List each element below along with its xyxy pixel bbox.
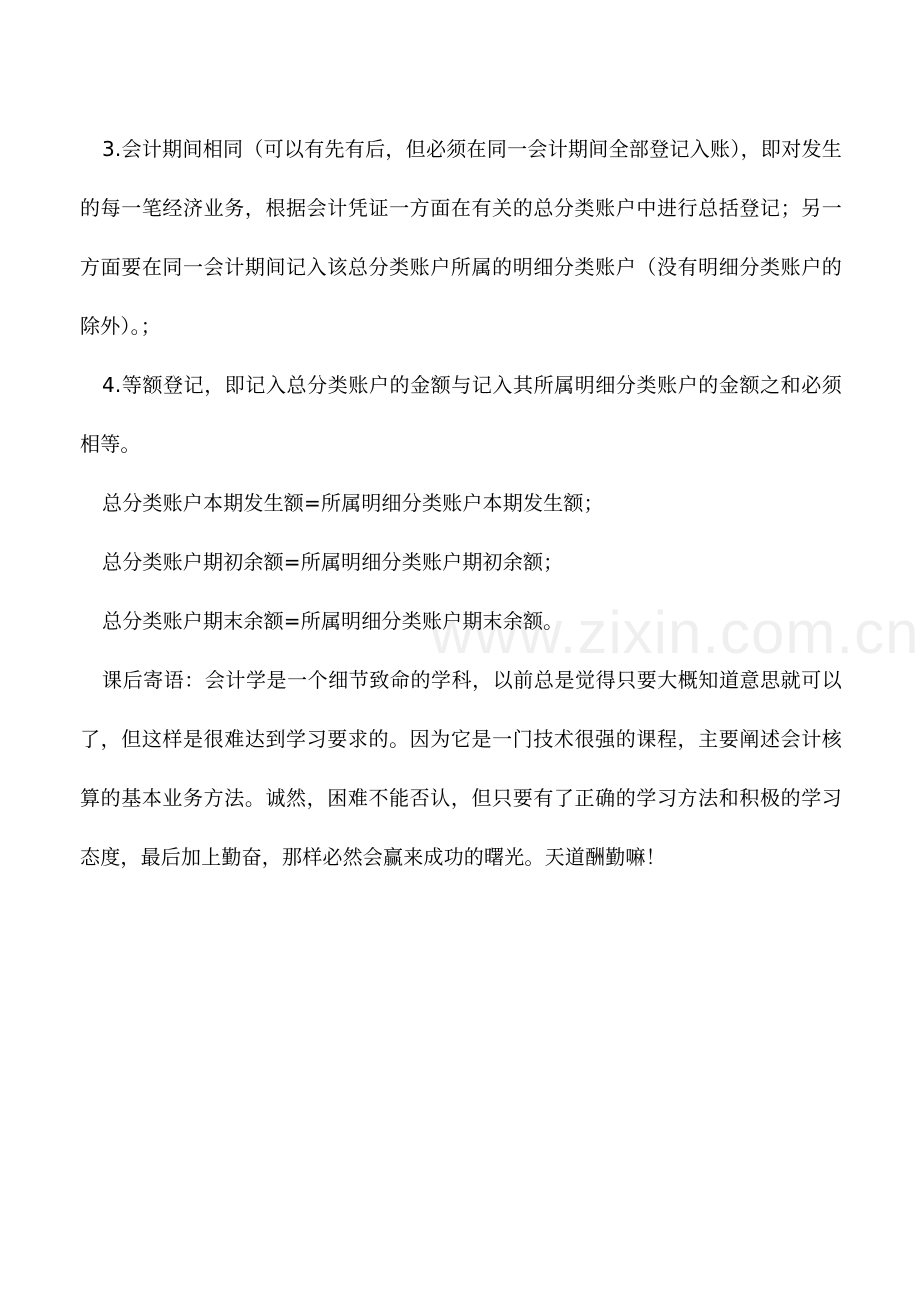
paragraph-closing-remarks: 课后寄语：会计学是一个细节致命的学科，以前总是觉得只要大概知道意思就可以了，但这样是很难达到学习要求的。因为它是一门技术很强的课程，主要阐述会计核算的基本业务方法。诚然，困难不能否认，但只要有了正确的学习方法和积极的学习态度，最后加上勤奋，那样必然会赢来成功的曙光。天道酬勤嘛！ — [80, 668, 842, 869]
paragraph-equal-amount: 4.等额登记，即记入总分类账户的金额与记入其所属明细分类账户的金额之和必须相等。 — [80, 373, 842, 456]
formula-opening-balance: 总分类账户期初余额=所属明细分类账户期初余额； — [102, 550, 564, 574]
formula-closing-balance: 总分类账户期末余额=所属明细分类账户期末余额。 — [102, 609, 564, 633]
paragraph-period-same: 3.会计期间相同（可以有先有后，但必须在同一会计期间全部登记入账），即对发生的每一笔经济业务，根据会计凭证一方面在有关的总分类账户中进行总括登记；另一方面要在同一会计期间记入该总分类账户所属的明细分类账户（没有明细分类账户的除外）。； — [80, 137, 842, 338]
watermark-text: www.zixin.com.cn — [430, 599, 920, 666]
formula-current-period: 总分类账户本期发生额=所属明细分类账户本期发生额； — [102, 491, 604, 515]
document-body — [80, 120, 842, 887]
